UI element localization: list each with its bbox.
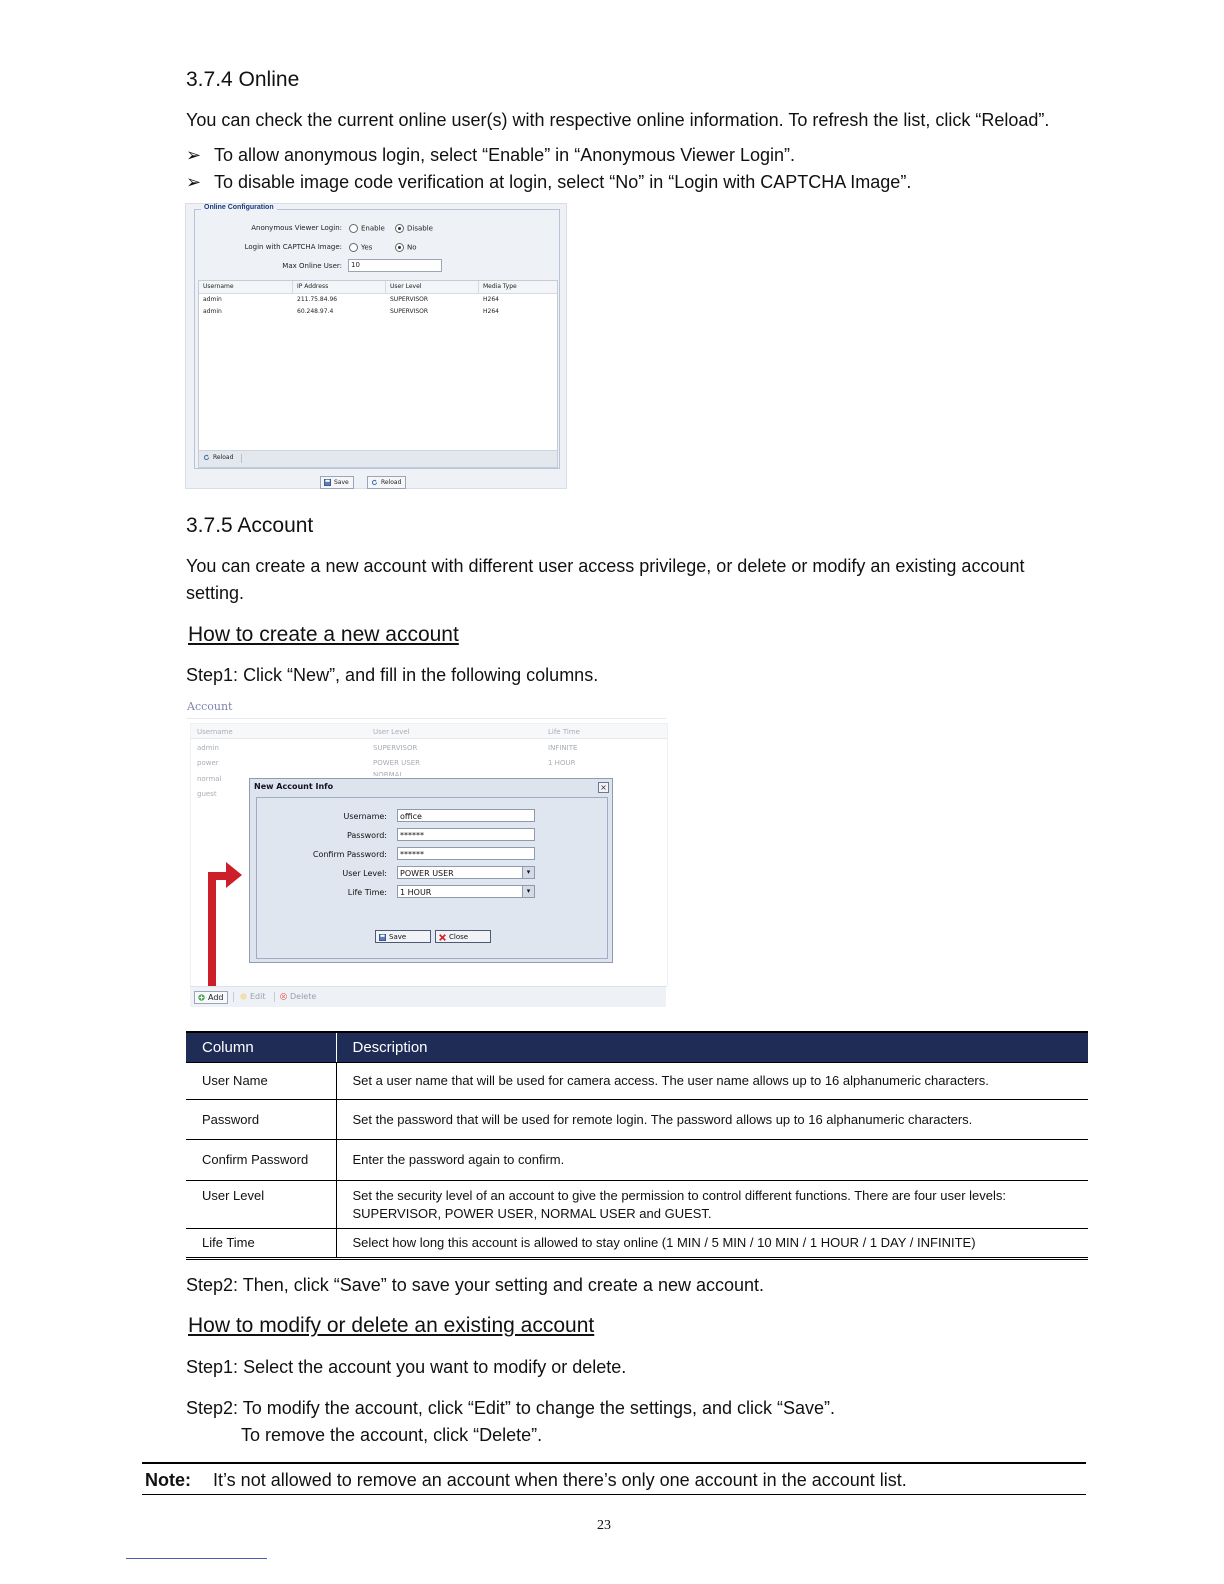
plus-circle-icon	[198, 994, 205, 1001]
table-row	[186, 1181, 1088, 1229]
table-row	[186, 1063, 1088, 1100]
step-label: Step2:	[186, 1275, 239, 1295]
edit-button[interactable]: Edit	[240, 992, 266, 1001]
note-top-rule	[142, 1462, 1086, 1464]
chevron-down-icon[interactable]: ▾	[522, 867, 534, 878]
col-header[interactable]: Media Type	[483, 283, 517, 290]
table-cell-description: Set a user name that will be used for camera access. The user name allows up to 16 alphanumeric characters.	[336, 1063, 1088, 1100]
create-step2	[186, 1272, 764, 1299]
step-text: To modify the account, click “Edit” to change the settings, and click “Save”.	[242, 1398, 836, 1418]
table-cell-description: Select how long this account is allowed to stay online (1 MIN / 5 MIN / 10 MIN / 1 HOUR / 1 DAY / INFINITE)	[336, 1229, 1088, 1259]
dialog-close-button[interactable]: Close	[435, 930, 491, 943]
toolbar-divider	[233, 992, 234, 1002]
username-input[interactable]: office	[397, 809, 535, 822]
reload-button[interactable]: Reload	[367, 476, 406, 489]
table-row[interactable]	[199, 306, 557, 318]
grid-toolbar	[199, 450, 557, 467]
account-toolbar	[190, 986, 666, 1007]
step-text: Then, click “Save” to save your setting and create a new account.	[242, 1275, 765, 1295]
description-header: Description	[336, 1032, 1088, 1063]
step-label: Step1:	[186, 1357, 239, 1377]
account-row-username[interactable]: guest	[197, 790, 217, 798]
table-row	[186, 1229, 1088, 1259]
delete-button[interactable]: Delete	[280, 992, 316, 1001]
toolbar-divider	[274, 992, 275, 1002]
table-row	[186, 1100, 1088, 1140]
user-level-select[interactable]	[397, 866, 535, 879]
disk-icon	[324, 479, 331, 486]
user-level-value: POWER USER	[400, 869, 454, 878]
create-account-heading: How to create a new account	[188, 623, 459, 646]
account-row-level: POWER USER	[373, 759, 421, 767]
online-users-grid	[198, 280, 558, 468]
account-intro-line2: setting.	[186, 583, 245, 603]
new-account-dialog	[249, 778, 613, 963]
modify-step1	[186, 1354, 626, 1381]
account-row-level: SUPERVISOR	[373, 744, 418, 752]
cell: SUPERVISOR	[390, 308, 429, 315]
anonymous-enable-radio[interactable]: Enable	[349, 224, 385, 233]
column-header: Column	[186, 1032, 336, 1063]
life-time-value: 1 HOUR	[400, 888, 432, 897]
cell: 211.75.84.96	[297, 296, 338, 303]
captcha-no-radio[interactable]: No	[395, 243, 417, 252]
max-online-label: Max Online User:	[282, 262, 342, 270]
dialog-title: New Account Info	[254, 782, 334, 791]
close-icon	[439, 934, 446, 941]
section-heading-account: 3.7.5 Account	[186, 514, 314, 537]
life-time-label: Life Time:	[347, 888, 387, 897]
max-online-input[interactable]: 10	[348, 259, 442, 272]
disk-icon	[379, 934, 386, 941]
confirm-password-input[interactable]: ******	[397, 847, 535, 860]
cell: admin	[203, 308, 222, 315]
create-step1	[186, 662, 598, 689]
account-row-username[interactable]: admin	[197, 744, 219, 752]
modify-step2-line2: To remove the account, click “Delete”.	[241, 1425, 543, 1445]
anonymous-login-label: Anonymous Viewer Login:	[251, 224, 342, 232]
close-icon[interactable]: ×	[598, 782, 609, 793]
col-header[interactable]: Username	[197, 728, 233, 736]
password-input[interactable]: ******	[397, 828, 535, 841]
grid-header	[199, 281, 557, 294]
anonymous-disable-radio[interactable]: Disable	[395, 224, 433, 233]
note-label: Note:	[145, 1470, 191, 1490]
step-text: Click “New”, and fill in the following columns.	[243, 665, 599, 685]
account-row-username[interactable]: power	[197, 759, 219, 767]
fieldset-legend: Online Configuration	[201, 204, 277, 211]
modify-account-heading: How to modify or delete an existing account	[188, 1314, 595, 1337]
life-time-select[interactable]	[397, 885, 535, 898]
online-config-screenshot	[185, 203, 567, 489]
dialog-save-button[interactable]: Save	[375, 930, 431, 943]
table-row	[186, 1140, 1088, 1181]
user-level-label: User Level:	[342, 869, 387, 878]
step-label: Step2:	[186, 1398, 239, 1418]
account-row-level: NORMAL	[373, 771, 404, 776]
table-cell-description: Enter the password again to confirm.	[336, 1140, 1088, 1181]
captcha-yes-radio[interactable]: Yes	[349, 243, 372, 252]
cell: 60.248.97.4	[297, 308, 334, 315]
add-button[interactable]: Add	[194, 991, 228, 1004]
bullet-text: To allow anonymous login, select “Enable” in “Anonymous Viewer Login”.	[214, 145, 795, 165]
bullet-arrow-icon: ➢	[186, 145, 202, 165]
delete-icon	[280, 993, 287, 1000]
account-row-username[interactable]: normal	[197, 775, 222, 783]
toolbar-divider	[241, 454, 242, 463]
save-button[interactable]: Save	[320, 476, 354, 489]
table-cell-column: Confirm Password	[186, 1140, 336, 1181]
table-cell-description: Set the security level of an account to give the permission to control different functions. There are four user levels: SUPERVISOR, POWER USER, NORMAL USER and GUEST.	[336, 1181, 1088, 1229]
confirm-password-label: Confirm Password:	[312, 850, 387, 859]
modify-step2	[186, 1395, 835, 1422]
bullet-text: To disable image code verification at login, select “No” in “Login with CAPTCHA Image”.	[214, 172, 912, 192]
username-label: Username:	[343, 812, 387, 821]
account-row-life: INFINITE	[548, 744, 578, 752]
password-label: Password:	[346, 831, 387, 840]
bullet-arrow-icon: ➢	[186, 172, 202, 192]
note-text: It’s not allowed to remove an account when there’s only one account in the account list.	[213, 1470, 907, 1490]
columns-table	[186, 1031, 1088, 1260]
captcha-label: Login with CAPTCHA Image:	[244, 243, 342, 251]
dialog-body	[256, 797, 608, 959]
table-cell-description: Set the password that will be used for remote login. The password allows up to 16 alphanumeric characters.	[336, 1100, 1088, 1140]
table-header-row	[186, 1032, 1088, 1063]
page-number: 23	[597, 1518, 611, 1533]
section-heading-online: 3.7.4 Online	[186, 68, 300, 91]
chevron-down-icon[interactable]: ▾	[522, 886, 534, 897]
reload-icon	[371, 479, 378, 486]
bullet-anonymous	[186, 145, 795, 166]
table-cell-column: User Name	[186, 1063, 336, 1100]
cell: SUPERVISOR	[390, 296, 429, 303]
col-header[interactable]: User Level	[386, 281, 479, 293]
bullet-captcha	[186, 172, 911, 193]
edit-icon	[240, 993, 247, 1000]
note-bottom-rule	[142, 1494, 1086, 1495]
col-header[interactable]: User Level	[373, 728, 410, 736]
account-intro-line1: You can create a new account with different user access privilege, or delete or modify an existing account	[186, 556, 1025, 576]
table-cell-column: Life Time	[186, 1229, 336, 1259]
reload-icon	[203, 454, 210, 461]
account-row-life: 1 HOUR	[548, 759, 576, 767]
col-header[interactable]: Life Time	[548, 728, 580, 736]
footnote-rule	[126, 1558, 267, 1559]
step-label: Step1:	[186, 665, 239, 685]
cell: H264	[483, 296, 499, 303]
table-cell-column: User Level	[186, 1181, 336, 1229]
red-arrow-icon	[206, 858, 246, 988]
online-config-fieldset	[194, 204, 560, 469]
table-cell-column: Password	[186, 1100, 336, 1140]
grid-header	[191, 724, 667, 739]
account-panel-title: Account	[187, 700, 233, 713]
step-text: Select the account you want to modify or delete.	[243, 1357, 627, 1377]
cell: H264	[483, 308, 499, 315]
cell: admin	[203, 296, 222, 303]
table-row[interactable]	[199, 294, 557, 306]
col-header[interactable]: IP Address	[293, 281, 386, 293]
grid-reload-button[interactable]: Reload	[203, 454, 233, 461]
online-intro: You can check the current online user(s) with respective online information. To refresh the list, click “Reload”.	[186, 110, 1050, 130]
col-header[interactable]: Username	[199, 281, 293, 293]
account-screenshot	[186, 698, 666, 1006]
